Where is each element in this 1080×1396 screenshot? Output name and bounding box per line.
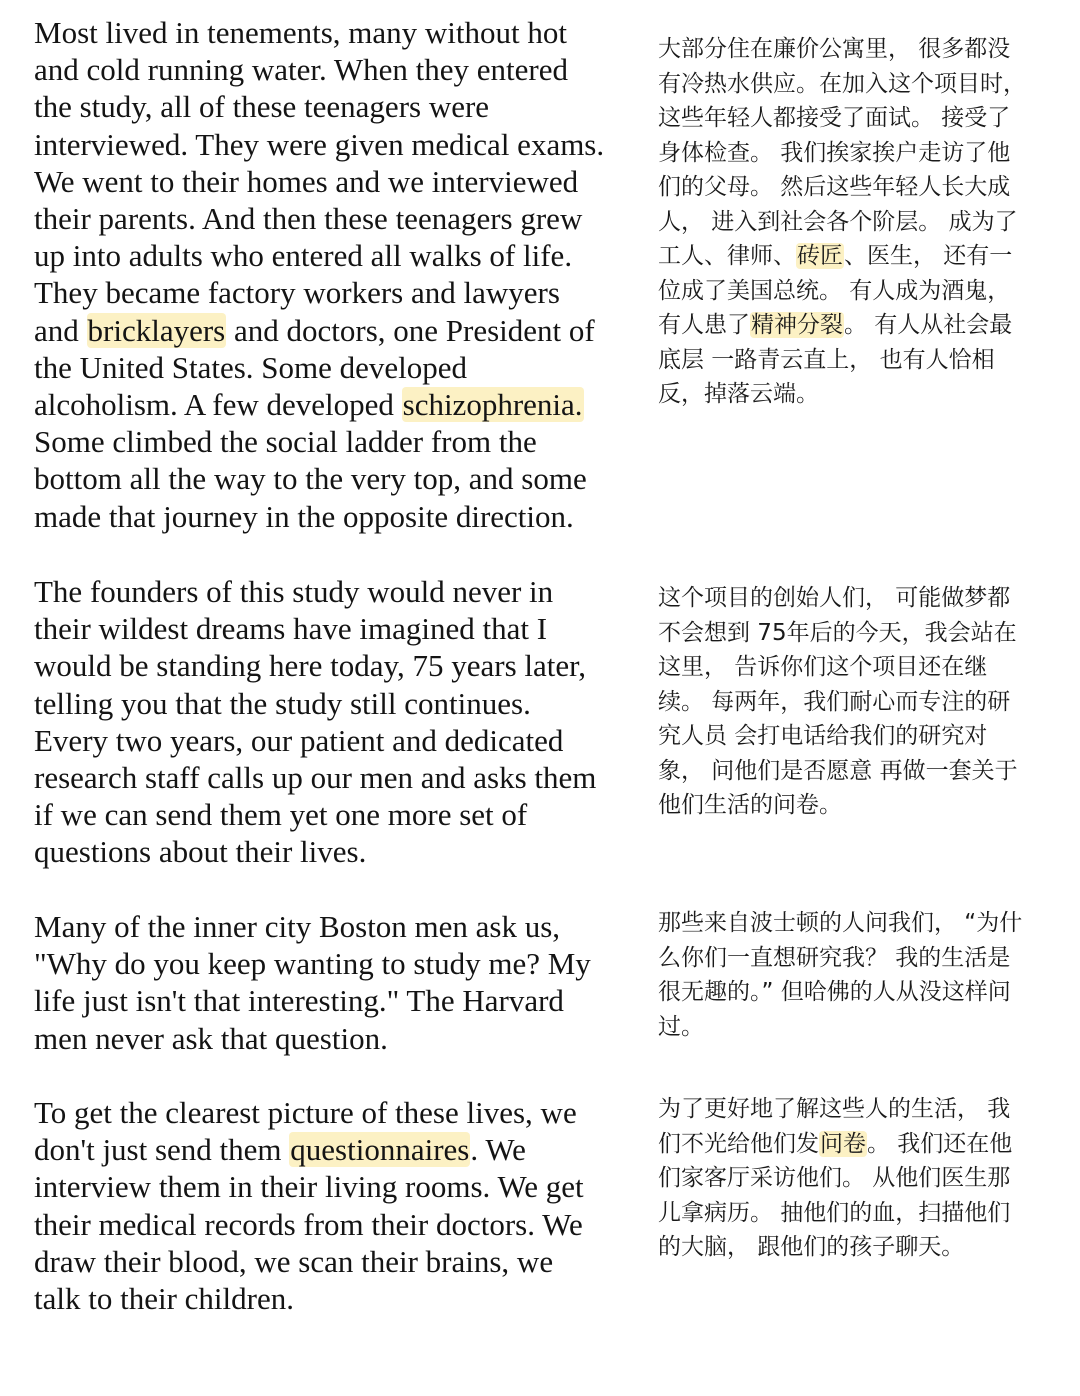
english-text: Some climbed the social ladder from the bottom all the way to the very top, and some made that journey in the opposite direction.: [34, 424, 587, 534]
english-paragraph-3: Many of the inner city Boston men ask us, "Why do you keep wanting to study me? My life just isn't that interesting." The Harvard men never ask that question.: [34, 909, 591, 1056]
chinese-paragraph-3: 那些来自波士顿的人问我们， “为什 么你们一直想研究我？ 我的生活是 很无趣的。” 但哈佛的人从没这样问 过。: [658, 910, 1023, 1040]
english-text: and doctors, one President of the United States. Some developed alcoholism. A few developed: [34, 312, 595, 423]
chinese-text: 。 我们还在他 们家客厅采访他们。 从他们医生那 儿拿病历。 抽他们的血，扫描他们 的大脑， 跟他们的孩子聊天。: [658, 1130, 1013, 1260]
english-paragraph-2: The founders of this study would never in their wildest dreams have imagined that I would be standing here today, 75 years later, telling you that the study still continues. Every two years, our patient and dedicated research staff calls up our men and asks them if we can send them yet one more set of questions about their lives.: [34, 574, 597, 870]
highlighted-word-questionnaires: questionnaires: [290, 1132, 470, 1168]
highlighted-word-schizophrenia: schizophrenia.: [402, 387, 583, 423]
chinese-paragraph-2: 这个项目的创始人们， 可能做梦都 不会想到 75年后的今天，我会站在 这里， 告诉你们这个项目还在继 续。 每两年，我们耐心而专注的研 究人员 会打电话给我们的研究对 象， 问他们是否愿意 再做一套关于 他们生活的问卷。: [658, 585, 1018, 818]
chinese-text: 、医生， 还有一 位成了美国总统。 有人成为酒鬼， 有人患了: [658, 243, 1013, 338]
english-paragraph-1: [34, 14, 634, 535]
chinese-text: 为了更好地了解这些人的生活， 我 们不光给他们发: [658, 1096, 1011, 1157]
chinese-paragraph-4: [658, 1092, 1058, 1265]
chinese-paragraph-1: [658, 32, 1058, 412]
english-text: To get the clearest picture of these lives, we don't just send them: [34, 1095, 577, 1168]
highlighted-word-questionnaire-zh: 问卷: [820, 1130, 866, 1157]
chinese-text: 。 有人从社会最 底层 一路青云直上， 也有人恰相 反，掉落云端。: [658, 312, 1013, 407]
english-paragraph-4: [34, 1094, 634, 1317]
highlighted-word-bricklayers: bricklayers: [87, 312, 226, 348]
english-text: Most lived in tenements, many without hot and cold running water. When they entered the study, all of these teenagers were interviewed. They were given medical exams. We went to their homes and we interviewed their parents. And then these teenagers grew up into adults who entered all walks of life. They became factory workers and lawyers and: [34, 15, 605, 348]
english-text: . We interview them in their living rooms. We get their medical records from their doctors. We draw their blood, we scan their brains, we talk to their children.: [34, 1132, 584, 1317]
highlighted-word-schizophrenia-zh: 精神分裂: [751, 312, 843, 338]
highlighted-word-bricklayer-zh: 砖匠: [797, 243, 843, 269]
chinese-text: 大部分住在廉价公寓里， 很多都没 有冷热水供应。在加入这个项目时， 这些年轻人都接受了面试。 接受了 身体检查。 我们挨家挨户走访了他 们的父母。 然后这些年轻人长大成 人， 进入到社会各个阶层。 成为了 工人、律师、: [658, 36, 1026, 269]
